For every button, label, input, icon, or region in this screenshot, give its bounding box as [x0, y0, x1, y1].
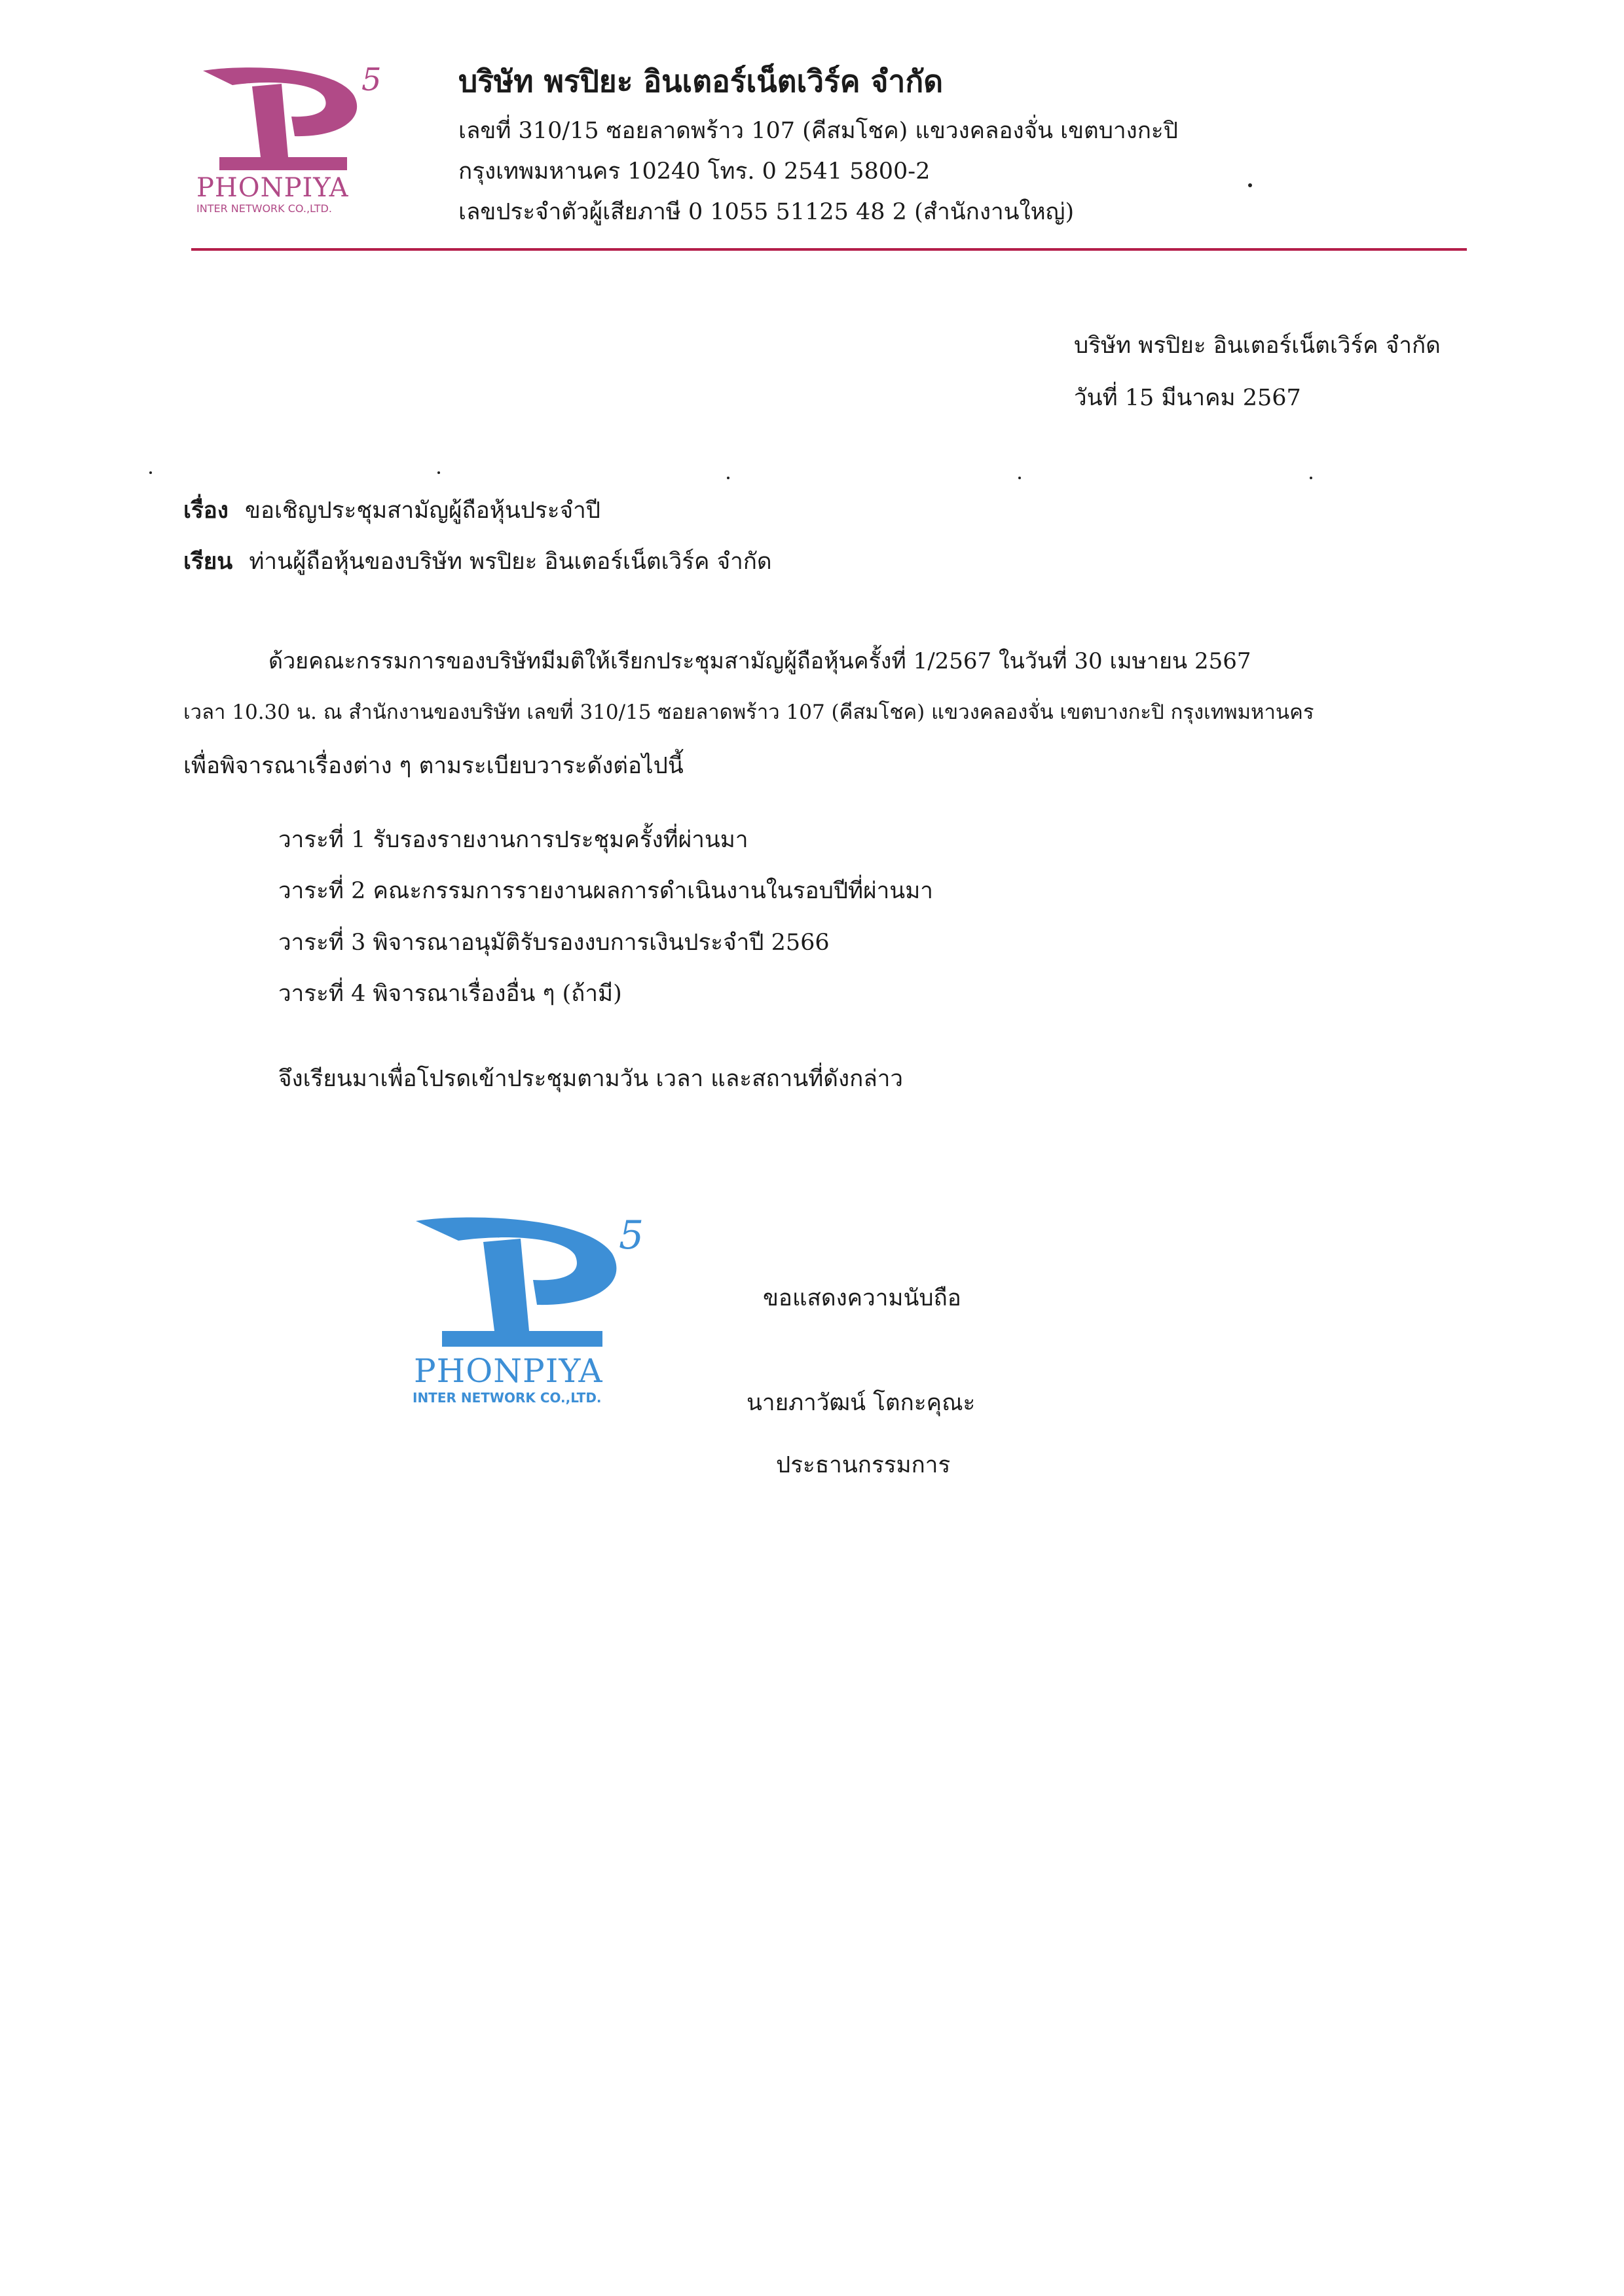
- agenda-item: วาระที่ 3 พิจารณาอนุมัติรับรองงบการเงินประจำปี 2566: [278, 930, 830, 956]
- subject-line: [183, 492, 600, 528]
- letterhead-logo: [190, 59, 386, 216]
- signature-closing: ขอแสดงความนับถือ: [763, 1285, 961, 1311]
- body-line-1: ด้วยคณะกรรมการของบริษัทมีมติให้เรียกประชุมสามัญผู้ถือหุ้นครั้งที่ 1/2567 ในวันที่ 30 เมษายน 2567: [268, 648, 1251, 674]
- scan-speck: [149, 471, 152, 474]
- company-stamp-name: PHONPIYA: [414, 1352, 603, 1390]
- closing-line: จึงเรียนมาเพื่อโปรดเข้าประชุมตามวัน เวลา และสถานที่ดังกล่าว: [278, 1066, 904, 1092]
- signatory-name: นายภาวัฒน์ โตกะคุณะ: [747, 1390, 976, 1416]
- letterhead-divider: [191, 248, 1467, 251]
- subject-text: ขอเชิญประชุมสามัญผู้ถือหุ้นประจำปี: [245, 498, 600, 524]
- sender-company: บริษัท พรปิยะ อินเตอร์เน็ตเวิร์ค จำกัด: [1074, 333, 1441, 359]
- agenda-item: วาระที่ 2 คณะกรรมการรายงานผลการดำเนินงานในรอบปีที่ผ่านมา: [278, 878, 933, 904]
- letterhead-tax-id: เลขประจำตัวผู้เสียภาษี 0 1055 51125 48 2 (สำนักงานใหญ่): [458, 199, 1075, 225]
- svg-text:5: 5: [361, 62, 382, 98]
- letterhead-logo-mark: [190, 59, 386, 177]
- letterhead-address-line-2: กรุงเทพมหานคร 10240 โทร. 0 2541 5800-2: [458, 158, 931, 185]
- agenda-item: วาระที่ 4 พิจารณาเรื่องอื่น ๆ (ถ้ามี): [278, 981, 622, 1007]
- company-stamp: [406, 1208, 655, 1417]
- subject-label: เรื่อง: [183, 497, 229, 524]
- company-stamp-subtitle: INTER NETWORK CO.,LTD.: [413, 1390, 602, 1406]
- letterhead-company-name: บริษัท พรปิยะ อินเตอร์เน็ตเวิร์ค จำกัด: [458, 64, 944, 99]
- letter-date: วันที่ 15 มีนาคม 2567: [1074, 385, 1301, 411]
- scan-speck: [437, 471, 440, 474]
- company-stamp-mark: [406, 1208, 655, 1358]
- scan-speck: [1248, 183, 1252, 187]
- recipient-line: [183, 543, 772, 579]
- scan-speck: [1018, 477, 1021, 479]
- scan-speck: [1310, 477, 1312, 479]
- signatory-title: ประธานกรรมการ: [776, 1452, 951, 1478]
- body-line-3: เพื่อพิจารณาเรื่องต่าง ๆ ตามระเบียบวาระดังต่อไปนี้: [183, 753, 684, 779]
- scan-speck: [727, 477, 729, 479]
- recipient-text: ท่านผู้ถือหุ้นของบริษัท พรปิยะ อินเตอร์เน็ตเวิร์ค จำกัด: [249, 549, 772, 575]
- letterhead-address-line-1: เลขที่ 310/15 ซอยลาดพร้าว 107 (คีสมโชค) แขวงคลองจั่น เขตบางกะปิ: [458, 118, 1178, 144]
- svg-text:5: 5: [619, 1212, 644, 1258]
- letterhead-logo-name: PHONPIYA: [196, 173, 349, 203]
- recipient-label: เรียน: [183, 548, 233, 575]
- body-line-2: เวลา 10.30 น. ณ สำนักงานของบริษัท เลขที่ 310/15 ซอยลาดพร้าว 107 (คีสมโชค) แขวงคลองจั่น เขตบางกะปิ กรุงเทพมหานคร: [183, 701, 1314, 724]
- letterhead-logo-subtitle: INTER NETWORK CO.,LTD.: [196, 202, 332, 215]
- agenda-item: วาระที่ 1 รับรองรายงานการประชุมครั้งที่ผ่านมา: [278, 827, 748, 853]
